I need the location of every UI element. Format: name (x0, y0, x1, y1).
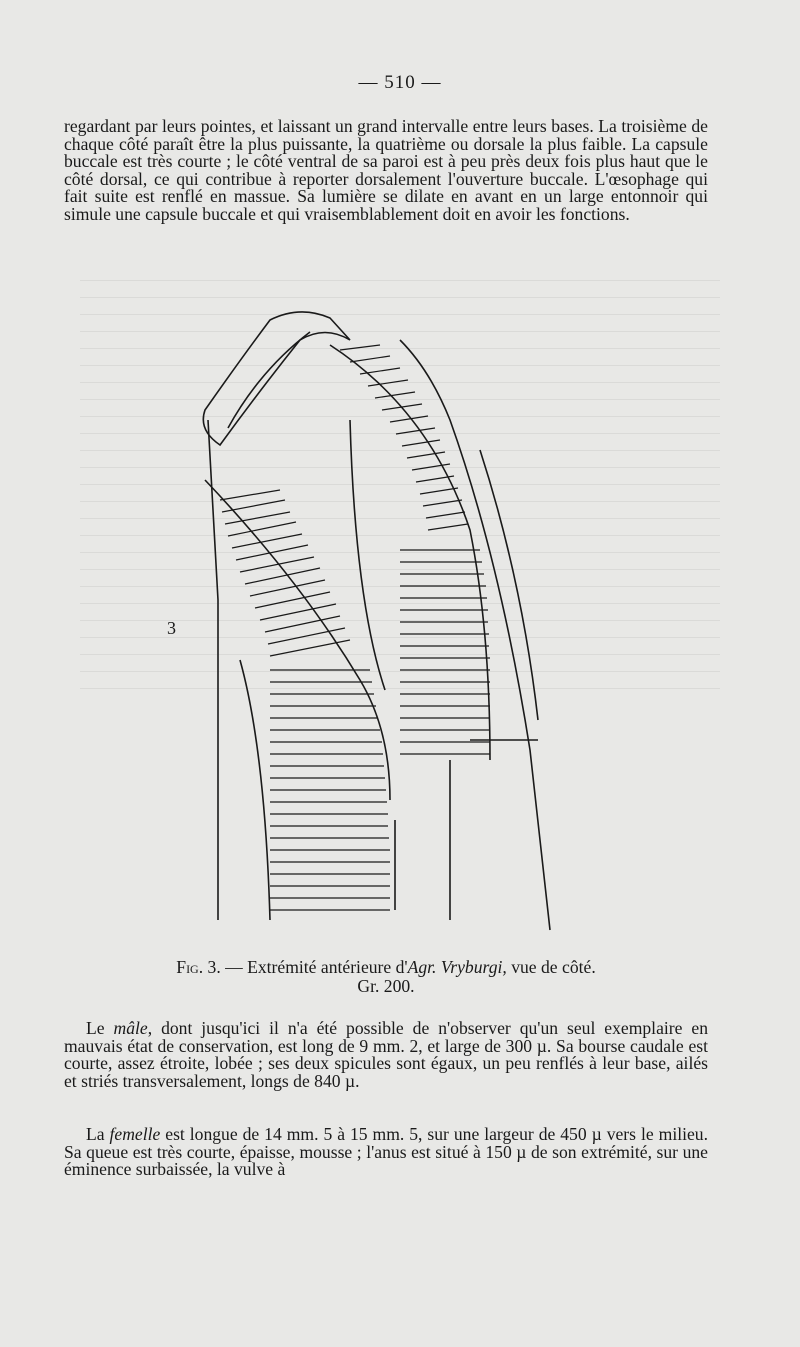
head-capsule (203, 312, 350, 445)
caption-fig-label: Fig. 3. (176, 957, 221, 977)
figure-caption (64, 958, 708, 996)
caption-species: Agr. Vryburgi, (407, 957, 507, 977)
tail-left (240, 660, 270, 920)
esophagus-right-wall (330, 345, 490, 760)
male-emph: mâle (113, 1018, 148, 1038)
paragraph-female (64, 1126, 708, 1179)
esophagus-left-wall (205, 480, 390, 800)
striation-right-2 (400, 550, 490, 754)
page-number: — 510 — (358, 72, 442, 93)
female-text: est longue de 14 mm. 5 à 15 mm. 5, sur une largeur de 450 µ vers le milieu. Sa queue est très courte, épaisse, mousse ; l'anus est situé à 150 µ de son extrémité, sur une éminence surbaissée, la vulve à (64, 1124, 708, 1179)
figure-number-label: 3 (167, 618, 176, 638)
body-outline-right (400, 340, 550, 930)
paragraph-male (64, 1020, 708, 1090)
top-paragraph: regardant par leurs pointes, et laissant un grand intervalle entre leurs bases. La troisième de chaque côté paraît être la plus puissante, la quatrième ou dorsale la plus faible. La capsule buccale est très courte ; le côté ventral de sa paroi est à peu près deux fois plus haut que le côté dorsal, ce qui contribue à reporter dorsalement l'ouverture buccale. L'œsophage qui fait suite est renflé en massue. Sa lumière se dilate en avant en un large entonnoir qui simule une capsule buccale et qui vraisemblablement doit en avoir les fonctions. (64, 116, 708, 224)
caption-magnification: Gr. 200. (357, 976, 415, 996)
body-outline-left (208, 420, 218, 920)
female-lead: La (86, 1124, 110, 1144)
striation-right-1 (340, 345, 468, 530)
figure-illustration (150, 300, 570, 950)
caption-rest: vue de côté. (506, 957, 596, 977)
esophagus-center (350, 420, 385, 690)
striation-left-2 (270, 670, 390, 910)
male-text: , dont jusqu'ici il n'a été possible de n'observer qu'un seul exemplaire en mauvais état de conservation, est long de 9 mm. 2, et large de 300 µ. Sa bourse caudale est courte, assez étroite, lobée ; ses deux spicules sont égaux, un peu renflés à leur base, ailés et striés transversalement, longs de 840 µ. (64, 1018, 708, 1091)
caption-dash: — Extrémité antérieure d' (220, 957, 408, 977)
male-lead: Le (86, 1018, 114, 1038)
female-emph: femelle (109, 1124, 161, 1144)
